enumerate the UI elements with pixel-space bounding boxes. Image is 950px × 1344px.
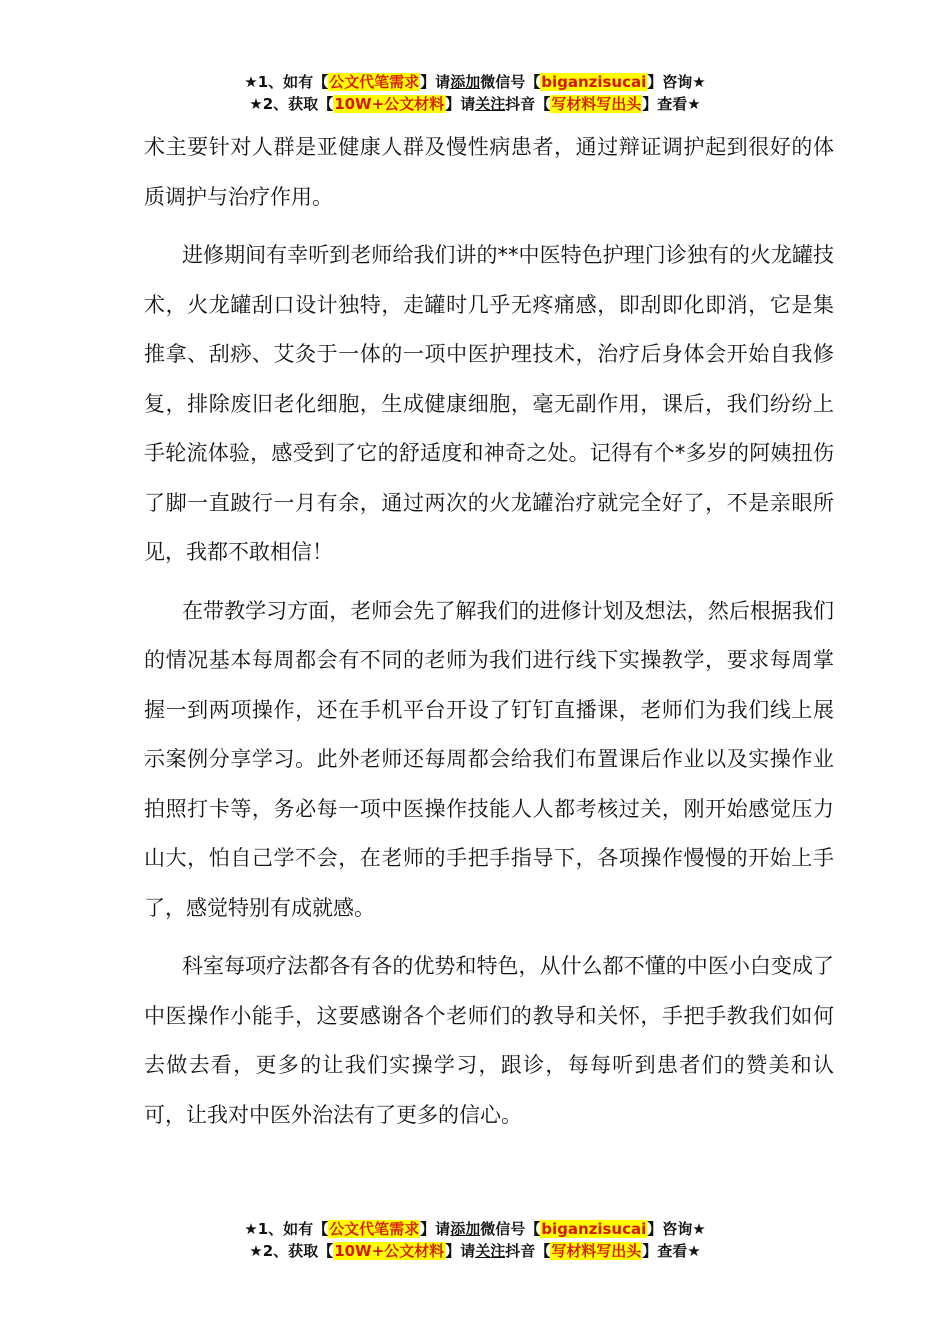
banner-line-2 (0, 93, 950, 115)
paragraph: 术主要针对人群是亚健康人群及慢性病患者，通过辩证调护起到很好的体质调护与治疗作用。 (144, 135, 834, 209)
footer-banner (0, 1218, 950, 1262)
paragraph: 科室每项疗法都各有各的优势和特色，从什么都不懂的中医小白变成了中医操作小能手，这要感谢各个老师们的教导和关怀，手把手教我们如何去做去看，更多的让我们实操学习，跟诊，每每听到患者们的赞美和认可，让我对中医外治法有了更多的信心。 (144, 954, 834, 1127)
banner-text: 】请 (420, 1220, 451, 1238)
banner-underlined-text: 关注 (475, 1242, 506, 1260)
banner-text: 】请 (445, 95, 476, 113)
banner-highlight: 10W+公文材料 (334, 1242, 445, 1260)
banner-text: 微信号【 (480, 1220, 541, 1238)
header-banner (0, 71, 950, 115)
banner-highlight: biganzisucai (541, 1220, 647, 1238)
banner-text: 】咨询★ (647, 1220, 706, 1238)
banner-text: ★2、获取【 (249, 1242, 334, 1260)
banner-text: 】请 (420, 73, 451, 91)
banner-highlight: 10W+公文材料 (334, 95, 445, 113)
banner-text: ★2、获取【 (249, 95, 334, 113)
banner-text: ★1、如有【 (244, 1220, 329, 1238)
banner-text: 】查看★ (642, 95, 701, 113)
document-body (144, 123, 834, 1140)
banner-text: 微信号【 (480, 73, 541, 91)
banner-line-2 (0, 1240, 950, 1262)
paragraph: 进修期间有幸听到老师给我们讲的**中医特色护理门诊独有的火龙罐技术，火龙罐刮口设计独特，走罐时几乎无疼痛感，即刮即化即消，它是集推拿、刮痧、艾灸于一体的一项中医护理技术，治疗后身体会开始自我修复，排除废旧老化细胞，生成健康细胞，毫无副作用，课后，我们纷纷上手轮流体验，感受到了它的舒适度和神奇之处。记得有个*多岁的阿姨扭伤了脚一直跛行一月有余，通过两次的火龙罐治疗就完全好了，不是亲眼所见，我都不敢相信！ (144, 243, 834, 564)
banner-highlight: 写材料写出头 (551, 95, 642, 113)
banner-highlight: biganzisucai (541, 73, 647, 91)
banner-underlined-text: 添加 (450, 73, 481, 91)
banner-text: 】请 (445, 1242, 476, 1260)
banner-text: 抖音【 (505, 95, 551, 113)
banner-text: 】查看★ (642, 1242, 701, 1260)
banner-underlined-text: 添加 (450, 1220, 481, 1238)
banner-highlight: 写材料写出头 (551, 1242, 642, 1260)
banner-underlined-text: 关注 (475, 95, 506, 113)
banner-highlight: 公文代笔需求 (329, 73, 420, 91)
banner-highlight: 公文代笔需求 (329, 1220, 420, 1238)
banner-text: ★1、如有【 (244, 73, 329, 91)
banner-line-1 (0, 1218, 950, 1240)
banner-line-1 (0, 71, 950, 93)
banner-text: 】咨询★ (647, 73, 706, 91)
banner-text: 抖音【 (505, 1242, 551, 1260)
paragraph: 在带教学习方面，老师会先了解我们的进修计划及想法，然后根据我们的情况基本每周都会有不同的老师为我们进行线下实操教学，要求每周掌握一到两项操作，还在手机平台开设了钉钉直播课，老师们为我们线上展示案例分享学习。此外老师还每周都会给我们布置课后作业以及实操作业拍照打卡等，务必每一项中医操作技能人人都考核过关，刚开始感觉压力山大，怕自己学不会，在老师的手把手指导下，各项操作慢慢的开始上手了，感觉特别有成就感。 (144, 598, 834, 920)
